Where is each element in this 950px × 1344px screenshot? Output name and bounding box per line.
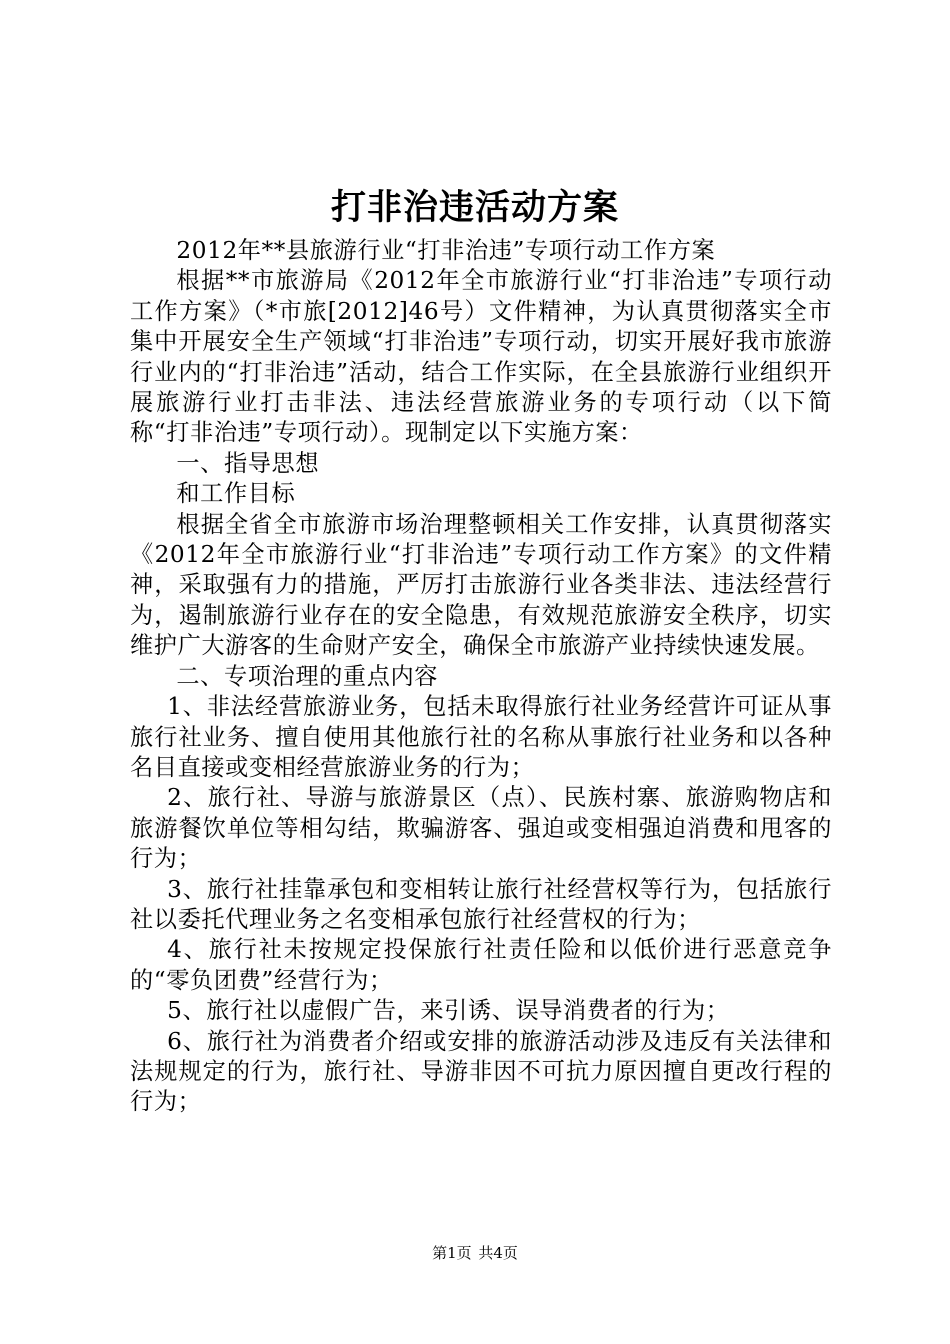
paragraph-intro: 根据**市旅游局《2012年全市旅游行业“打非治违”专项行动工作方案》（*市旅[2012]46号）文件精神，为认真贯彻落实全市集中开展安全生产领域“打非治违”专项行动，切实开展好我市旅游行业内的“打非治违”活动，结合工作实际，在全县旅游行业组织开展旅游行业打击非法、违法经营旅游业务的专项行动（以下简称“打非治违”专项行动）。现制定以下实施方案： xyxy=(130,267,832,447)
list-item: 6、旅行社为消费者介绍或安排的旅游活动涉及违反有关法律和法规规定的行为，旅行社、导游非因不可抗力原因擅自更改行程的行为； xyxy=(130,1027,832,1116)
list-item: 5、旅行社以虚假广告，来引诱、误导消费者的行为； xyxy=(167,997,730,1025)
list-item: 4、旅行社未按规定投保旅行社责任险和以低价进行恶意竞争的“零负团费”经营行为； xyxy=(130,936,832,994)
document-title: 打非治违活动方案 xyxy=(330,187,619,228)
paragraph-subtitle: 2012年**县旅游行业“打非治违”专项行动工作方案 xyxy=(176,237,716,264)
section-heading-key-content: 二、专项治理的重点内容 xyxy=(176,662,439,690)
list-item: 2、旅行社、导游与旅游景区（点）、民族村寨、旅游购物店和旅游餐饮单位等相勾结，欺骗游客、强迫或变相强迫消费和甩客的行为； xyxy=(130,784,832,873)
list-item: 1、非法经营旅游业务，包括未取得旅行社业务经营许可证从事旅行社业务、擅自使用其他旅行社的名称从事旅行社业务和以各种名目直接或变相经营旅游业务的行为； xyxy=(130,693,832,781)
page-number: 第1页 xyxy=(432,1244,472,1262)
page-total: 共4页 xyxy=(478,1244,518,1262)
section-heading-goals: 和工作目标 xyxy=(176,480,296,508)
paragraph-goals: 根据全省全市旅游市场治理整顿相关工作安排，认真贯彻落实《2012年全市旅游行业“打非治违”专项行动工作方案》的文件精神，采取强有力的措施，严厉打击旅游行业各类非法、违法经营行为，遏制旅游行业存在的安全隐患，有效规范旅游安全秩序，切实维护广大游客的生命财产安全，确保全市旅游产业持续快速发展。 xyxy=(130,510,832,660)
section-heading-guidance: 一、指导思想 xyxy=(176,449,320,477)
document-body xyxy=(130,236,832,1118)
page-footer xyxy=(0,1243,950,1263)
list-item: 3、旅行社挂靠承包和变相转让旅行社经营权等行为，包括旅行社以委托代理业务之名变相承包旅行社经营权的行为； xyxy=(130,875,832,933)
